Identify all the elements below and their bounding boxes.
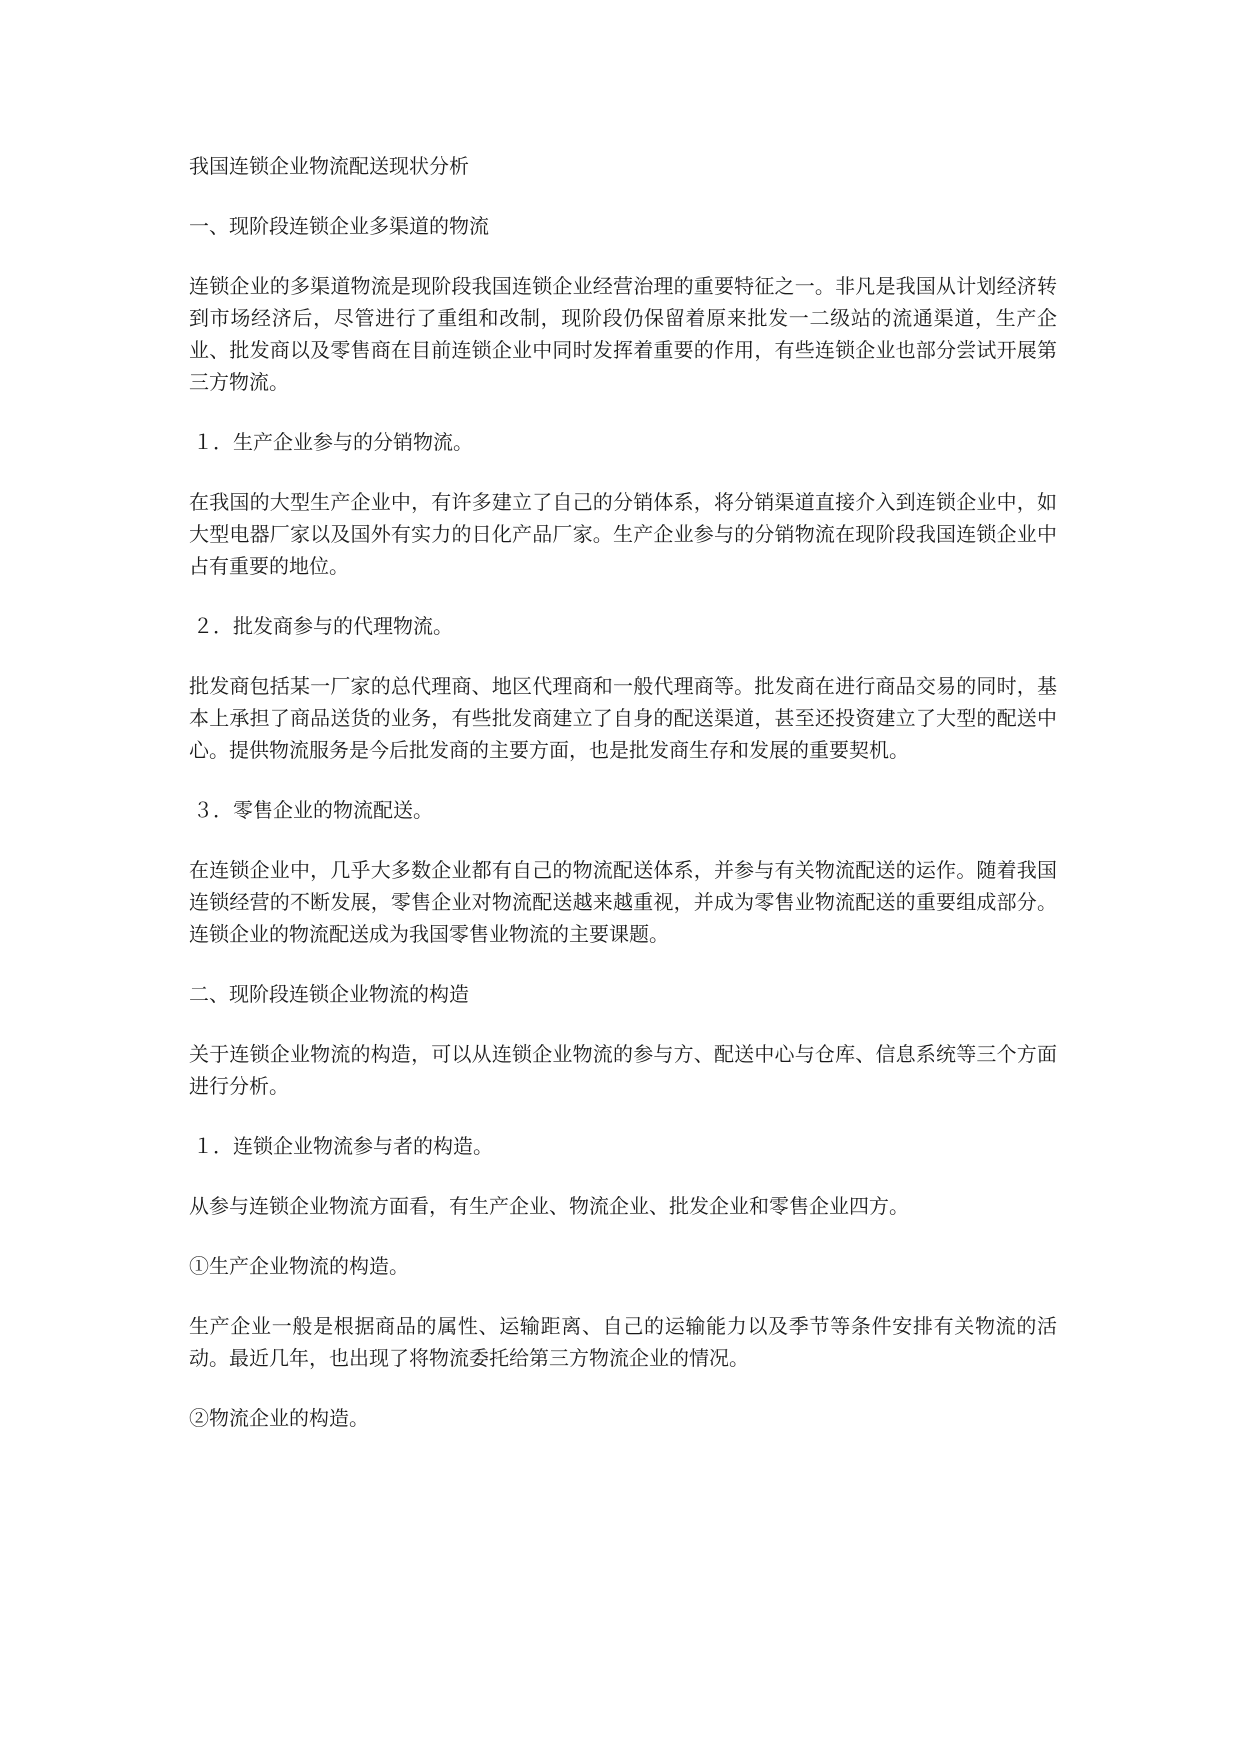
subheading-1-1: １．生产企业参与的分销物流。 [193, 430, 473, 454]
paragraph-4: 在连锁企业中，几乎大多数企业都有自己的物流配送体系，并参与有关物流配送的运作。随着我国连锁经营的不断发展，零售企业对物流配送越来越重视，并成为零售业物流配送的重要组成部分。连锁企业的物流配送成为我国零售业物流的主要课题。 [189, 858, 1057, 946]
paragraph-6: 从参与连锁企业物流方面看，有生产企业、物流企业、批发企业和零售企业四方。 [189, 1194, 909, 1218]
subheading-1-2: ２．批发商参与的代理物流。 [193, 614, 453, 638]
subheading-1-3: ３．零售企业的物流配送。 [193, 798, 433, 822]
document-page [189, 150, 1057, 1434]
section-heading-1: 一、现阶段连锁企业多渠道的物流 [189, 214, 489, 238]
subheading-2-1-b: ②物流企业的构造。 [189, 1406, 369, 1430]
paragraph-2: 在我国的大型生产企业中，有许多建立了自己的分销体系，将分销渠道直接介入到连锁企业中，如大型电器厂家以及国外有实力的日化产品厂家。生产企业参与的分销物流在现阶段我国连锁企业中占有重要的地位。 [189, 490, 1057, 578]
section-heading-2: 二、现阶段连锁企业物流的构造 [189, 982, 469, 1006]
paragraph-1: 连锁企业的多渠道物流是现阶段我国连锁企业经营治理的重要特征之一。非凡是我国从计划经济转到市场经济后，尽管进行了重组和改制，现阶段仍保留着原来批发一二级站的流通渠道，生产企业、批发商以及零售商在目前连锁企业中同时发挥着重要的作用，有些连锁企业也部分尝试开展第三方物流。 [189, 274, 1057, 394]
subheading-2-1-a: ①生产企业物流的构造。 [189, 1254, 409, 1278]
paragraph-5: 关于连锁企业物流的构造，可以从连锁企业物流的参与方、配送中心与仓库、信息系统等三个方面进行分析。 [189, 1042, 1057, 1098]
paragraph-3: 批发商包括某一厂家的总代理商、地区代理商和一般代理商等。批发商在进行商品交易的同时，基本上承担了商品送货的业务，有些批发商建立了自身的配送渠道，甚至还投资建立了大型的配送中心。提供物流服务是今后批发商的主要方面，也是批发商生存和发展的重要契机。 [189, 674, 1057, 762]
subheading-2-1: １．连锁企业物流参与者的构造。 [193, 1134, 493, 1158]
paragraph-7: 生产企业一般是根据商品的属性、运输距离、自己的运输能力以及季节等条件安排有关物流的活动。最近几年，也出现了将物流委托给第三方物流企业的情况。 [189, 1314, 1057, 1370]
document-title: 我国连锁企业物流配送现状分析 [189, 154, 469, 178]
